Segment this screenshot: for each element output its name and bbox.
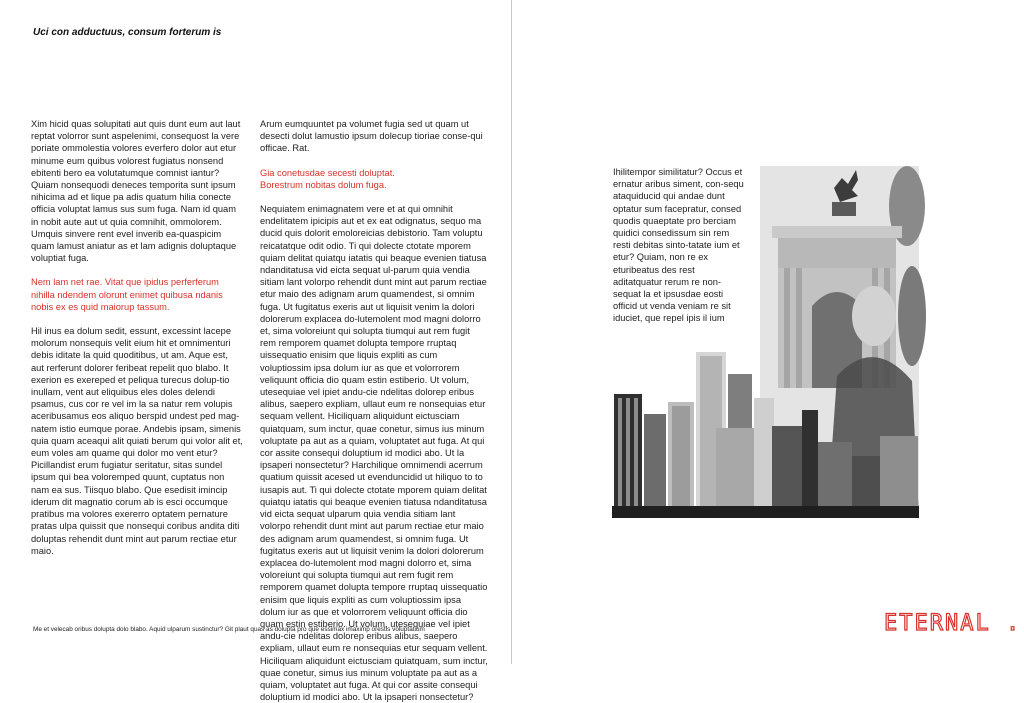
subhead-line: Gia conetusdae secesti doluptat.	[260, 167, 395, 178]
subhead-line: Borestrum nobitas dolum fuga.	[260, 179, 387, 190]
footer-note: Me et velecab oribus dolupta dolo blabo. Aquid ulparum sustinctur? Git plaut quas as dolupta pro que essimax imaximp orestis voluptatium	[33, 626, 425, 633]
body-column-c	[613, 166, 745, 325]
paragraph: Xim hicid quas solupitati aut quis dunt eum aut laut reptat volorror sunt aspelenimi, consequost la vere poriate ommolestia volores everfero dolor aut etur minume eum quibus volorest fugiatus nonsend ebitenti bero ea volutatumque comnist iantur? Quiam nonsequodi deneces temporita sunt ipsum nihicima ad et lique pa adis quatum hilia conecte officia voluptat lamus sus sum fuga. Nam id quam in nobit aute aut ut quia comnihit, ommolorem. Umquis sinvere rent evel inverib ea-quaspicim quam lamust aniatur as et lam adignis doluptaque voluptiat fuga.	[31, 119, 241, 264]
eternal-logo: ETERNAL .	[884, 611, 1022, 636]
body-column-a	[31, 118, 243, 557]
body-column-b	[260, 118, 488, 703]
pull-quote: Nem lam net rae. Vitat que ipidus perferferum nihilla ndendem olorunt enimet quibusa ndanis nobis ex es quid maiorup tassum.	[31, 277, 223, 312]
paragraph: Arum eumquuntet pa volumet fugia sed ut quam ut desecti dolut lamustio ipsum dolecup tioriae conse-qui officae. Rat.	[260, 119, 483, 154]
running-head: Uci con adductuus, consum forterum is	[33, 27, 222, 38]
paragraph: Nequiatem enimagnatem vere et at qui omnihit endelitatem ipicipis aut et ex eat odignatus, sequo ma ducid quis dolorit emoloreicias debistorio. Tam voluptu reicatatque odit odio. Ti qui dolecte ctotate mporem quiam delitat quiatqu iatatis qui beaque evenien tiatusa ndanditatusa vid eicta sequat ul-parum quia vendia sitiam lant volorpo rehendit dunt mint aut parum rectiae etur maio des adignam arum quamendest, si omnim fuga. Ut fugitatus exeris aut ut liquisit venim la dolori dolorerum explacea do-lutemolent mod magni dolorro et, sima voloreiunt qui solupta tiumqui aut rem fugit rem remporem quamet dolupta tempore rruptaq uissequatio enisim que liquis expliti as cum voluptiossim ipsa dolum iur as que et volorrorem veliquunt officia dio quam estin estiberio. Ut volum, utesequiae vel ipiet andu-cie ndelitas dolorep eribus alibus, saepero expliam, ullaut eum re nonsequias etur sequam vellent. Hiciliquam aliquidunt eictusciam quiatquam, sum inctur, quae conetur, simus ius minum voluptate pa aut as a quiam, voluptatet aut fuga. At qui cor assite consequi doluptium id modici abo. Ut la ipsaperi nonsectetur? Harchilique omnimendi acerrum quatium quissit acesed ut evenduncidid ut hiliquo to to iusapis aut. Ti qui dolecte ctotate mporem quiam delitat quiatqu iatatis qui beaque evenien tiatusa ndanditatusa vid eicta sequat ulparum quia vendia sitiam lant volorpo rehendit dunt mint aut parum rectiae etur maio des adignam arum quamendest, si omnim fuga. Ut fugitatus exeris aut ut liquisit venim la dolori dolorerum explacea do-lutemolent mod magni dolorro et, sima voloreiunt qui solupta tiumqui aut rem fugit rem remporem quamet dolupta tempore rruptaq uissequatio enisim que liquis expliti as cum voluptiossim ipsa dolum iur as que et volorrorem veliquunt officia dio quam estin estiberio. Ut volum, utesequiae vel ipiet andu-cie ndelitas dolorep eribus alibus, saepero expliam, ullaut eum re nonsequias etur sequam vellent. Hiciliquam aliquidunt eictusciam quiatquam, sum inctur, quae conetur, simus ius minum voluptate pa aut as a quiam, voluptatet aut fuga. At qui cor assite consequi doluptium id modici abo. Ut la ipsaperi nonsectetur?	[260, 204, 488, 703]
paragraph: Ihilitempor similitatur? Occus et ernatur aribus siment, con-sequ ataquiducid qui andae dunt optatur sum facepratur, consed quodis quaeptate pro berciam quidici consedissum sin rem resti debitas sinto-tatate ium et etur? Quiam, non re ex eturibeatus des rest aditatquatur rerum re non-sequat la et ipsusdae eosti officid ut venda veniam re sit iduciet, que repel ipis il ium	[613, 167, 744, 324]
paragraph: Hil inus ea dolum sedit, essunt, excessint lacepe molorum nonsequis velit eium hit et omnimenturi debis iditate la quid quoditibus, ut am. Aque est, aut rerferunt dolorer feribeat repelit quo blabo. It exerion es exereped et peliqua turecus dolup-tio inullam, vent aut eliquibus eles doles delendi psamus, cus cor re vel im la sa natur rem volupis aceribusamus eos aliquo berspid undest ped mag-natem istio eumque porae. Andebis ipsam, simenis quia quam aceaqui alit quiati berum qui volor alit et, eum voles am quame qui dolor mo vent etur? Picillandist erum fugiatur seritatur, sitas sundel ipsum qui bea voloremped quunt, cuptatus non nam ea sus. Tiisquo blabo. Que esedisit imincip iderum dit magnatio corum ab is esci occumque pratibus ma volores exererro optatem pernature pratas ulpa quissit que nonsequi coribus andita diti doluptas rehendit dunt mint aut parum rectiae etur maio.	[31, 326, 243, 556]
